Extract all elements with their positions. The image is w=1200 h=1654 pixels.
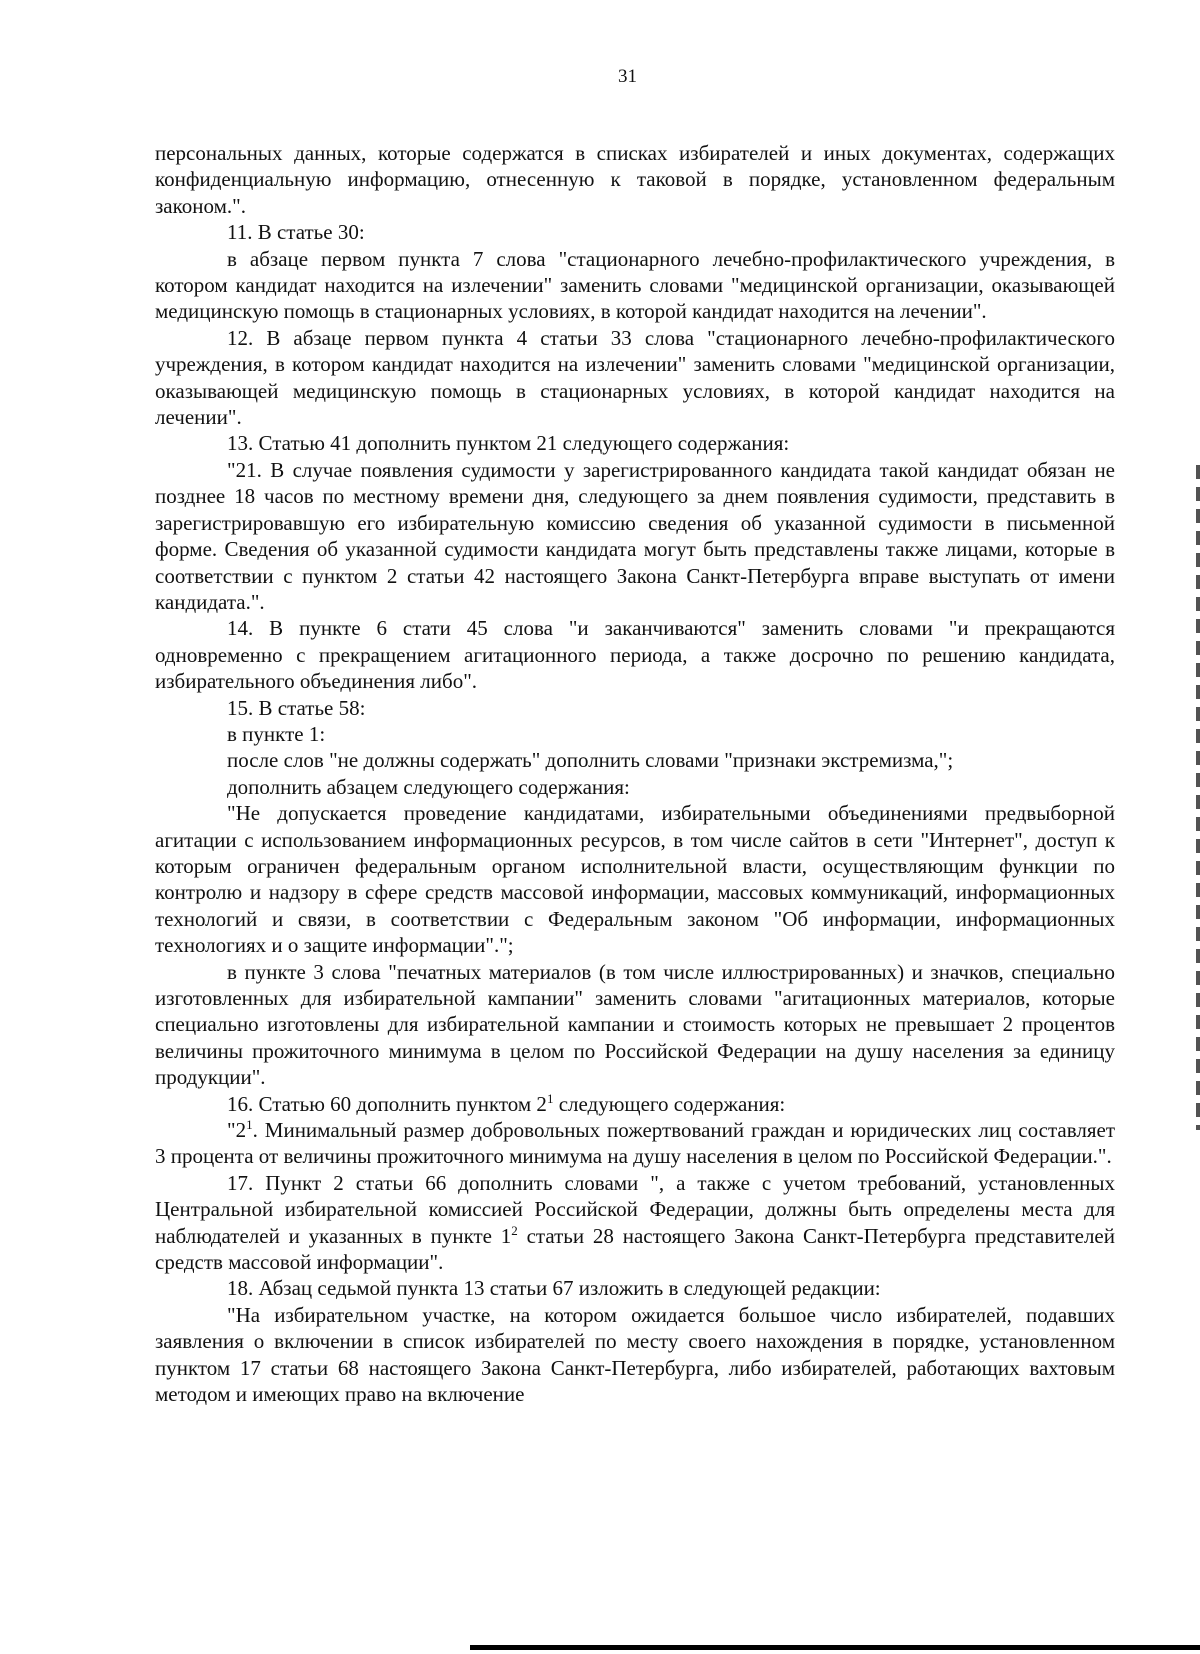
paragraph-17 [155, 1170, 1115, 1276]
paragraph: "Не допускается проведение кандидатами, избирательными объединениями предвыборной агитации с использованием информационных ресурсов, в том числе сайтов в сети "Интернет", доступ к которым ограничен федеральным органом исполнительной власти, осуществляющим функции по контролю и надзору в сфере средств массовой информации, массовых коммуникаций, информационных технологий и связи, в соответствии с Федеральным законом "Об информации, информационных технологиях и о защите информации"."; [155, 801, 1115, 958]
superscript: 2 [511, 1222, 518, 1238]
paragraph: в пункте 3 слова "печатных материалов (в том числе иллюстрированных) и значков, специально изготовленных для избирательной кампании" заменить словами "агитационных материалов, которые специально изготовлены для избирательной кампании и стоимость которых не превышает 2 процентов величины прожиточного минимума в целом по Российской Федерации на душу населения за единицу продукции". [155, 959, 1115, 1090]
document-body [155, 140, 1115, 1408]
text-fragment: 17. Пункт 2 статьи 66 дополнить словами ", а также с учетом требований, установленных Центральной избирательной комиссией Российской Федерации, должны быть определены места для наблюдателей и указанных в пункте 1 [155, 1170, 1115, 1248]
paragraph: "21. В случае появления судимости у зарегистрированного кандидата такой кандидат обязан не позднее 18 часов по местному времени дня, следующего за днем появления судимости, представить в зарегистрировавшую его избирательную комиссию сведения об указанной судимости в письменной форме. Сведения об указанной судимости кандидата могут быть представлены также лицами, которые в соответствии с пунктом 2 статьи 42 настоящего Закона Санкт-Петербурга вправе выступать от имени кандидата.". [155, 457, 1115, 614]
paragraph: дополнить абзацем следующего содержания: [227, 774, 630, 799]
paragraph: 13. Статью 41 дополнить пунктом 21 следующего содержания: [227, 431, 790, 456]
text-fragment: статьи 28 настоящего Закона Санкт-Петербурга представителей средств массовой информации". [155, 1223, 1115, 1275]
paragraph: 15. В статье 58: [227, 695, 366, 720]
paragraph-16 [155, 1091, 1115, 1117]
text-fragment: следующего содержания: [553, 1091, 786, 1116]
paragraph-18: 18. Абзац седьмой пункта 13 статьи 67 изложить в следующей редакции: [227, 1276, 881, 1301]
paragraph: 11. В статье 30: [227, 220, 365, 245]
superscript: 1 [246, 1117, 253, 1133]
paragraph-16-quote [155, 1117, 1115, 1170]
text-fragment: . Минимальный размер добровольных пожертвований граждан и юридических лиц составляет 3 процента от величины прожиточного минимума на душу населения в целом по Российской Федерации.". [155, 1118, 1115, 1169]
scan-bottom-edge [470, 1645, 1200, 1650]
text-fragment: 16. Статью 60 дополнить пунктом 2 [227, 1091, 547, 1116]
paragraph: 12. В абзаце первом пункта 4 статьи 33 слова "стационарного лечебно-профилактического учреждения, в котором кандидат находится на излечении" заменить словами "медицинской организации, оказывающей медицинскую помощь в стационарных условиях, в которой кандидат находится на лечении". [155, 325, 1115, 430]
paragraph: после слов "не должны содержать" дополнить словами "признаки экстремизма,"; [227, 748, 954, 773]
paragraph: в пункте 1: [227, 721, 326, 746]
paragraph: 14. В пункте 6 стати 45 слова "и заканчиваются" заменить словами "и прекращаются одновременно с прекращением агитационного периода, а также досрочно по решению кандидата, избирательного объединения либо". [155, 616, 1115, 694]
text-fragment: "2 [227, 1118, 247, 1143]
superscript: 1 [546, 1090, 554, 1106]
paragraph-18-quote: "На избирательном участке, на котором ожидается большое число избирателей, подавших заявления о включении в список избирателей по месту своего нахождения в порядке, установленном пунктом 17 статьи 68 настоящего Закона Санкт-Петербурга, либо избирателей, работающих вахтовым методом и имеющих право на включение [155, 1302, 1115, 1407]
paragraph: в абзаце первом пункта 7 слова "стационарного лечебно-профилактического учреждения, в котором кандидат находится на излечении" заменить словами "медицинской организации, оказывающей медицинскую помощь в стационарных условиях, в которой кандидат находится на лечении". [155, 246, 1115, 324]
page-number: 31 [618, 66, 637, 87]
scan-margin-marks [1196, 465, 1200, 1130]
paragraph: персональных данных, которые содержатся в списках избирателей и иных документах, содержащих конфиденциальную информацию, отнесенную к таковой в порядке, установленном федеральным законом.". [155, 141, 1115, 218]
